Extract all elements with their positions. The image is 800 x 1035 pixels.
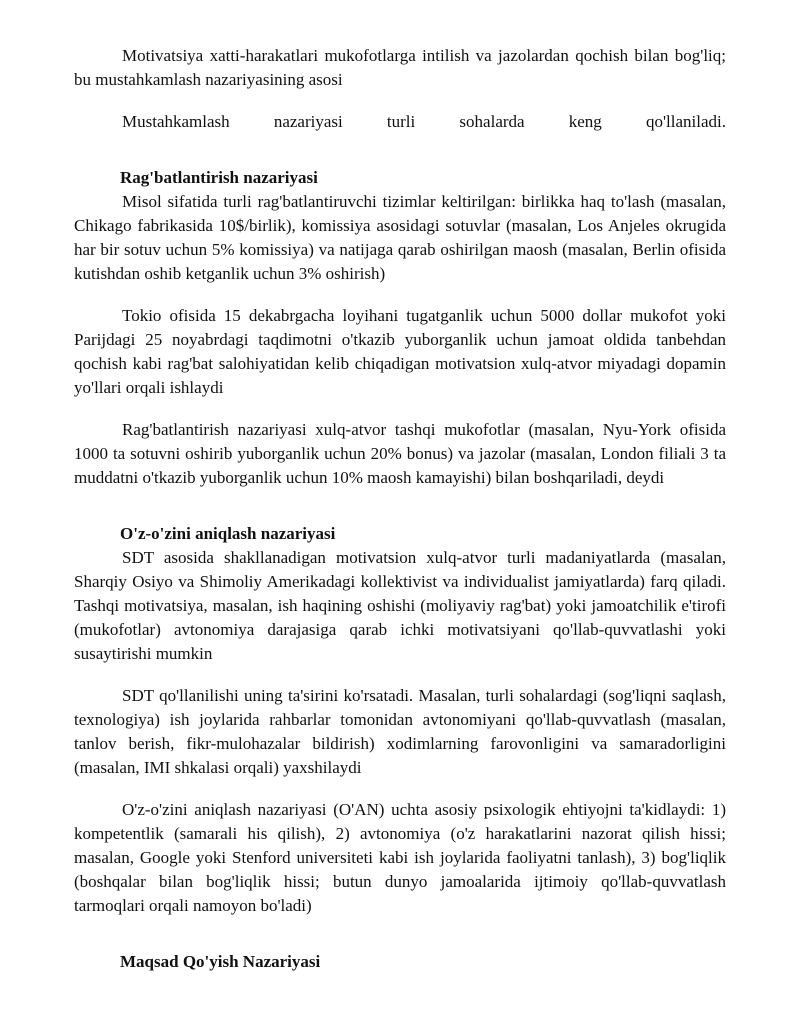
paragraph: Tokio ofisida 15 dekabrgacha loyihani tugatganlik uchun 5000 dollar mukofot yoki Parijdagi 25 noyabrdagi taqdimotni o'tkazib yuborganlik uchun jamoat oldida tanbehdan qochish kabi rag'bat salohiyatidan kelib chiqadigan motivatsion xulq-atvor miyadagi dopamin yo'llari orqali ishlaydi — [74, 306, 726, 397]
paragraph: Mustahkamlash nazariyasi turli sohalarda keng qo'llaniladi. — [122, 112, 726, 131]
paragraph: Motivatsiya xatti-harakatlari mukofotlarga intilish va jazolardan qochish bilan bog'liq; bu mustahkamlash nazariyasining asosi — [74, 46, 726, 89]
section-heading: Maqsad Qo'yish Nazariyasi — [120, 952, 321, 971]
paragraph: Misol sifatida turli rag'batlantiruvchi tizimlar keltirilgan: birlikka haq to'lash (masalan, Chikago fabrikasida 10$/birlik), komissiya asosidagi sotuvlar (masalan, Los Anjeles okrugida har bir sotuv uchun 5% komissiya) va natijaga qarab oshirilgan maosh (masalan, Berlin ofisida kutishdan oshib ketganlik uchun 3% oshirish) — [74, 192, 726, 283]
section-heading: Rag'batlantirish nazariyasi — [120, 168, 318, 187]
paragraph: Rag'batlantirish nazariyasi xulq-atvor tashqi mukofotlar (masalan, Nyu-York ofisida 1000 ta sotuvni oshirib yuborganlik uchun 20% bonus) va jazolar (masalan, London filiali 3 ta muddatni o'tkazib yuborganlik uchun 10% maosh kamayishi) bilan boshqariladi, deydi — [74, 420, 726, 487]
paragraph: O'z-o'zini aniqlash nazariyasi (O'AN) uchta asosiy psixologik ehtiyojni ta'kidlaydi: 1) kompetentlik (samarali his qilish), 2) avtonomiya (o'z harakatlarini nazorat qilish hissi; masalan, Google yoki Stenford universiteti kabi ish joylarida faoliyatni tanlash), 3) bog'liqlik (boshqalar bilan bog'liqlik hissi; butun dunyo jamoalarida ijtimoiy qo'llab-quvvatlash tarmoqlari orqali namoyon bo'ladi) — [74, 800, 726, 915]
document-page — [74, 44, 726, 974]
paragraph: SDT asosida shakllanadigan motivatsion xulq-atvor turli madaniyatlarda (masalan, Sharqiy Osiyo va Shimoliy Amerikadagi kollektivist va individualist jamiyatlarda) farq qiladi. Tashqi motivatsiya, masalan, ish haqining oshishi (moliyaviy rag'bat) yoki jamoatchilik e'tirofi (mukofotlar) avtonomiya darajasiga qarab ichki motivatsiyani qo'llab-quvvatlashi yoki susaytirishi mumkin — [74, 548, 726, 663]
section-heading: O'z-o'zini aniqlash nazariyasi — [120, 524, 336, 543]
paragraph: SDT qo'llanilishi uning ta'sirini ko'rsatadi. Masalan, turli sohalardagi (sog'liqni saqlash, texnologiya) ish joylarida rahbarlar tomonidan avtonomiyani qo'llab-quvvatlash (masalan, tanlov berish, fikr-mulohazalar bildirish) xodimlarning farovonligini va samaradorligini (masalan, IMI shkalasi orqali) yaxshilaydi — [74, 686, 726, 777]
